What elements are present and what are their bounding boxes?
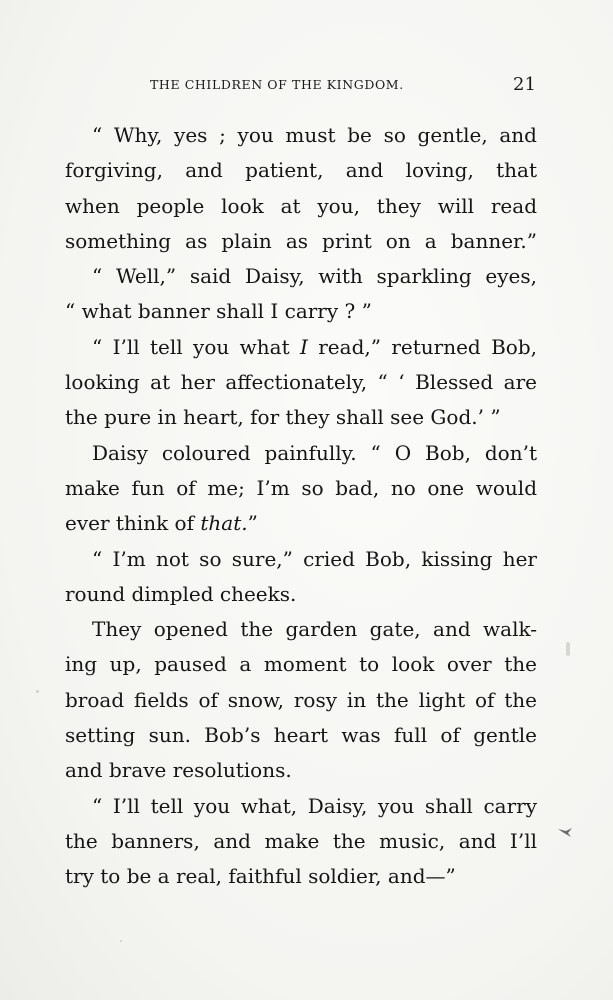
text-line: “ what banner shall I carry ? ” [65, 299, 372, 324]
text-line: make fun of me; I’m so bad, no one would [65, 475, 537, 500]
text-line: something as plain as print on a banner.” [65, 228, 537, 253]
text-line: “ I’ll tell you what, Daisy, you shall carry [92, 793, 537, 818]
ink-mark-icon [557, 826, 573, 838]
text-block [65, 118, 537, 895]
running-title: THE CHILDREN OF THE KINGDOM. [150, 77, 404, 92]
page-header [0, 72, 613, 102]
text-line: ever think of that.” [65, 511, 258, 536]
text-line: setting sun. Bob’s heart was full of gentle [65, 723, 537, 748]
page-number: 21 [513, 74, 536, 95]
body-text [65, 118, 537, 895]
paper-speck [120, 940, 122, 942]
text-line: try to be a real, faithful soldier, and—” [65, 864, 456, 889]
text-line: the banners, and make the music, and I’ll [65, 828, 537, 853]
text-line: “ Well,” said Daisy, with sparkling eyes, [92, 264, 537, 289]
text-line: Daisy coloured painfully. “ O Bob, don’t [92, 440, 537, 465]
text-line: and brave resolutions. [65, 758, 292, 783]
text-line: broad fields of snow, rosy in the light of the [65, 687, 537, 712]
text-line: ing up, paused a moment to look over the [65, 652, 537, 677]
text-line: round dimpled cheeks. [65, 581, 297, 606]
text-line: the pure in heart, for they shall see God.’ ” [65, 405, 501, 430]
text-line: looking at her affectionately, “ ‘ Blessed are [65, 370, 537, 395]
text-line: “ I’m not so sure,” cried Bob, kissing her [92, 546, 537, 571]
text-line: forgiving, and patient, and loving, that [65, 158, 537, 183]
text-line: They opened the garden gate, and walk- [92, 617, 537, 642]
text-line: when people look at you, they will read [65, 193, 537, 218]
text-line: “ Why, yes ; you must be so gentle, and [92, 123, 537, 147]
paper-speck [36, 690, 39, 693]
paper-speck [566, 642, 570, 656]
text-line: “ I’ll tell you what I read,” returned Bob, [92, 334, 537, 359]
